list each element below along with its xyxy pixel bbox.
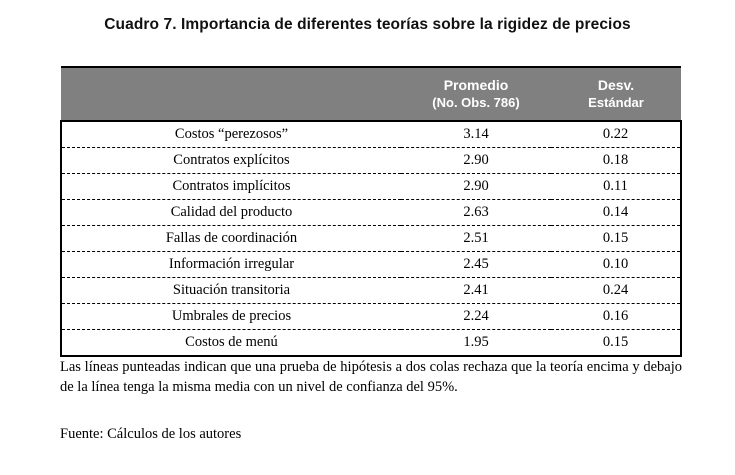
cell-mean: 2.63 (401, 200, 551, 226)
table-row (61, 148, 681, 174)
cell-mean: 3.14 (401, 121, 551, 148)
table-row (61, 121, 681, 148)
cell-theory: Costos de menú (185, 334, 278, 350)
table-container (60, 66, 680, 357)
column-header-theory (61, 67, 401, 121)
table-source: Fuente: Cálculos de los autores (60, 426, 242, 442)
column-header-mean (401, 67, 551, 121)
table-row (61, 330, 681, 357)
cell-mean: 2.90 (401, 148, 551, 174)
cell-mean: 2.24 (401, 304, 551, 330)
column-header-sd (551, 67, 681, 121)
table-row (61, 174, 681, 200)
cell-mean: 2.51 (401, 226, 551, 252)
cell-mean: 2.90 (401, 174, 551, 200)
cell-mean: 1.95 (463, 334, 489, 350)
cell-theory: Contratos implícitos (61, 174, 401, 200)
table-row (61, 252, 681, 278)
cell-theory: Costos “perezosos” (61, 121, 401, 148)
cell-mean: 2.41 (401, 278, 551, 304)
table-body (61, 121, 681, 356)
cell-sd: 0.16 (551, 304, 681, 330)
page-title: Cuadro 7. Importancia de diferentes teorías sobre la rigidez de precios (104, 16, 631, 33)
cell-sd: 0.15 (551, 226, 681, 252)
cell-theory: Calidad del producto (61, 200, 401, 226)
cell-mean: 2.45 (401, 252, 551, 278)
price-rigidity-table (60, 66, 682, 357)
table-row (61, 304, 681, 330)
cell-theory: Umbrales de precios (61, 304, 401, 330)
column-header-sd-line2: Estándar (588, 94, 644, 110)
table-note: Las líneas punteadas indican que una prueba de hipótesis a dos colas rechaza que la teoría encima y debajo de la línea tenga la misma media con un nivel de confianza del 95%. (60, 359, 682, 395)
cell-theory: Contratos explícitos (61, 148, 401, 174)
table-row (61, 200, 681, 226)
cell-sd: 0.22 (551, 121, 681, 148)
table-row (61, 226, 681, 252)
column-header-mean-line2: (No. Obs. 786) (432, 94, 520, 110)
table-header (61, 67, 681, 121)
cell-sd: 0.10 (551, 252, 681, 278)
cell-sd: 0.24 (551, 278, 681, 304)
column-header-sd-line1: Desv. (597, 77, 635, 94)
cell-theory: Información irregular (61, 252, 401, 278)
cell-theory: Situación transitoria (61, 278, 401, 304)
cell-sd: 0.11 (551, 174, 681, 200)
cell-theory: Fallas de coordinación (61, 226, 401, 252)
cell-sd: 0.15 (602, 334, 629, 350)
table-header-row (61, 67, 681, 121)
table-row (61, 278, 681, 304)
cell-sd: 0.14 (551, 200, 681, 226)
column-header-mean-line1: Promedio (443, 77, 509, 94)
cell-sd: 0.18 (551, 148, 681, 174)
